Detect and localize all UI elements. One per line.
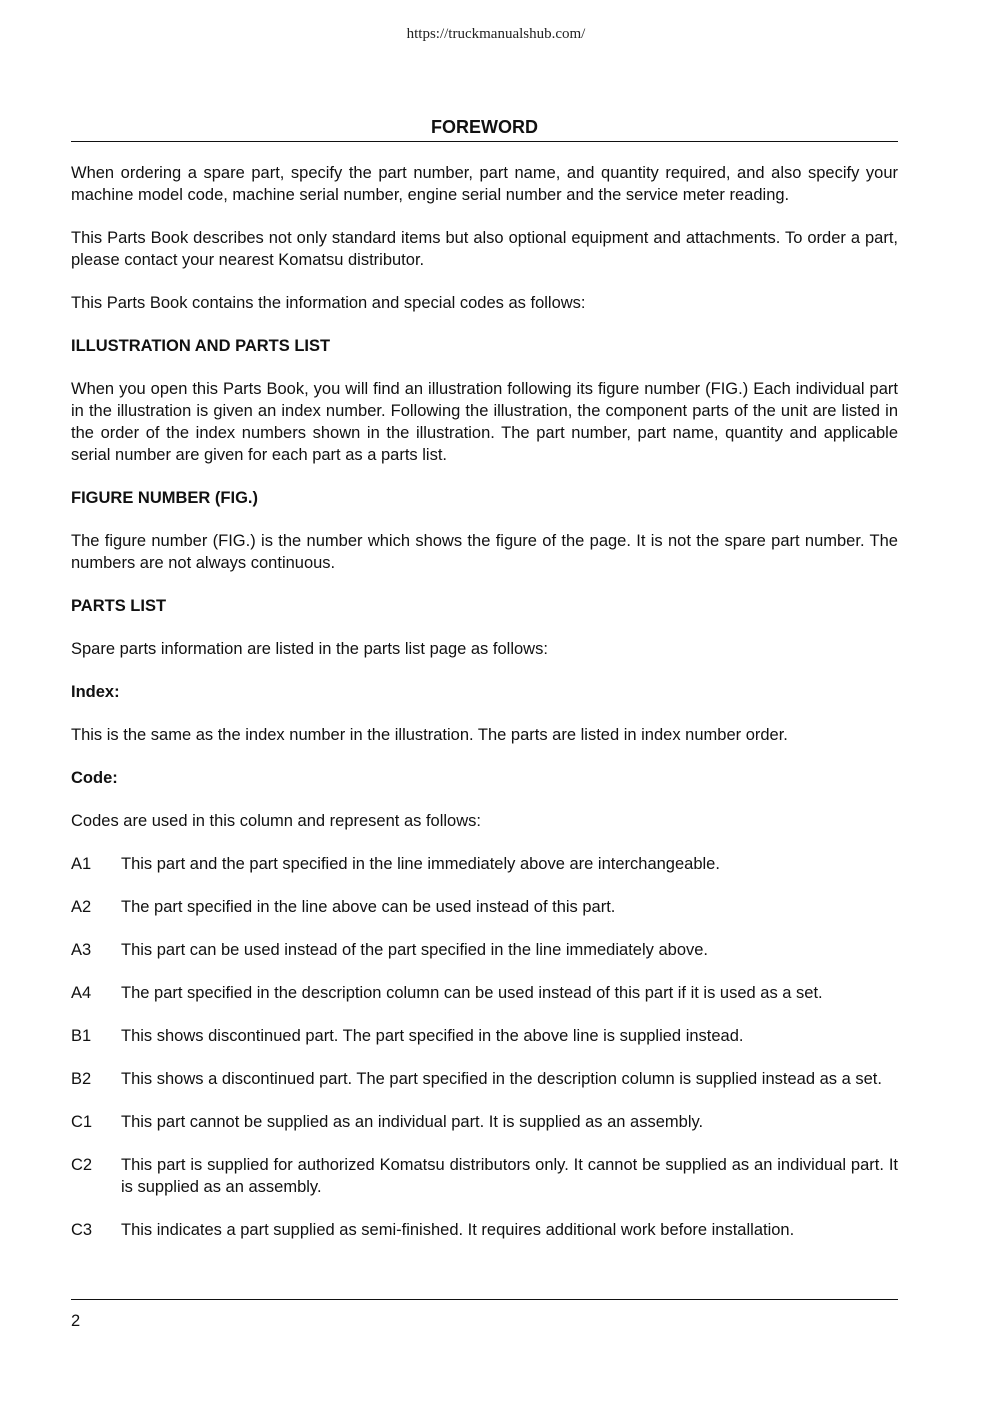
code-item-b2 — [71, 1068, 898, 1090]
code-item-a1 — [71, 853, 898, 875]
page-number: 2 — [71, 1312, 81, 1330]
code-item-a3 — [71, 939, 898, 961]
code-description: The part specified in the line above can be used instead of this part. — [121, 898, 616, 916]
code-item-c3 — [71, 1219, 898, 1241]
code-description: This part is supplied for authorized Komatsu distributors only. It cannot be supplied as an individual part. It is supplied as an assembly. — [121, 1156, 898, 1196]
intro-paragraph-2: This Parts Book describes not only standard items but also optional equipment and attachments. To order a part, please contact your nearest Komatsu distributor. — [71, 229, 898, 269]
figure-number-heading: FIGURE NUMBER (FIG.) — [71, 489, 258, 507]
foreword-page — [71, 115, 898, 1241]
code-item-c1 — [71, 1111, 898, 1133]
code-key: A1 — [71, 855, 92, 873]
code-list — [71, 853, 898, 1241]
code-description: This part can be used instead of the part specified in the line immediately above. — [121, 941, 709, 959]
code-heading: Code: — [71, 769, 118, 787]
source-url: https://truckmanualshub.com/ — [406, 26, 586, 42]
figure-number-paragraph: The figure number (FIG.) is the number which shows the figure of the page. It is not the spare part number. The numbers are not always continuous. — [71, 532, 898, 572]
code-item-b1 — [71, 1025, 898, 1047]
index-heading: Index: — [71, 683, 120, 701]
code-description: This shows a discontinued part. The part specified in the description column is supplied instead as a set. — [121, 1070, 882, 1088]
code-key: C2 — [71, 1156, 93, 1174]
code-description: The part specified in the description column can be used instead of this part if it is used as a set. — [121, 984, 823, 1002]
code-description: This shows discontinued part. The part specified in the above line is supplied instead. — [121, 1027, 744, 1045]
code-description: This part cannot be supplied as an individual part. It is supplied as an assembly. — [121, 1113, 704, 1131]
code-key: A4 — [71, 984, 92, 1002]
code-description: This part and the part specified in the line immediately above are interchangeable. — [121, 855, 720, 873]
code-item-a2 — [71, 896, 898, 918]
index-paragraph: This is the same as the index number in the illustration. The parts are listed in index number order. — [71, 726, 788, 744]
code-key: C1 — [71, 1113, 93, 1131]
parts-list-heading: PARTS LIST — [71, 597, 167, 615]
code-item-c2 — [71, 1154, 898, 1198]
illustration-paragraph: When you open this Parts Book, you will find an illustration following its figure number (FIG.) Each individual part in the illustration is given an index number. Following the illustration, the component parts of the unit are listed in the order of the index numbers shown in the illustration. The part number, part name, quantity and applicable serial number are given for each part as a parts list. — [71, 380, 898, 464]
code-key: A2 — [71, 898, 92, 916]
illustration-heading: ILLUSTRATION AND PARTS LIST — [71, 337, 331, 355]
intro-paragraph-1: When ordering a spare part, specify the part number, part name, and quantity required, and also specify your machine model code, machine serial number, engine serial number and the service meter reading. — [71, 164, 898, 204]
code-key: A3 — [71, 941, 92, 959]
code-key: B2 — [71, 1070, 92, 1088]
code-key: B1 — [71, 1027, 92, 1045]
footer-divider — [71, 1299, 898, 1300]
code-description: This indicates a part supplied as semi-finished. It requires additional work before installation. — [121, 1221, 795, 1239]
code-paragraph: Codes are used in this column and represent as follows: — [71, 812, 481, 830]
parts-list-paragraph: Spare parts information are listed in the parts list page as follows: — [71, 640, 548, 658]
code-item-a4 — [71, 982, 898, 1004]
page-title: FOREWORD — [71, 115, 898, 142]
code-key: C3 — [71, 1221, 93, 1239]
intro-paragraph-3: This Parts Book contains the information and special codes as follows: — [71, 294, 586, 312]
